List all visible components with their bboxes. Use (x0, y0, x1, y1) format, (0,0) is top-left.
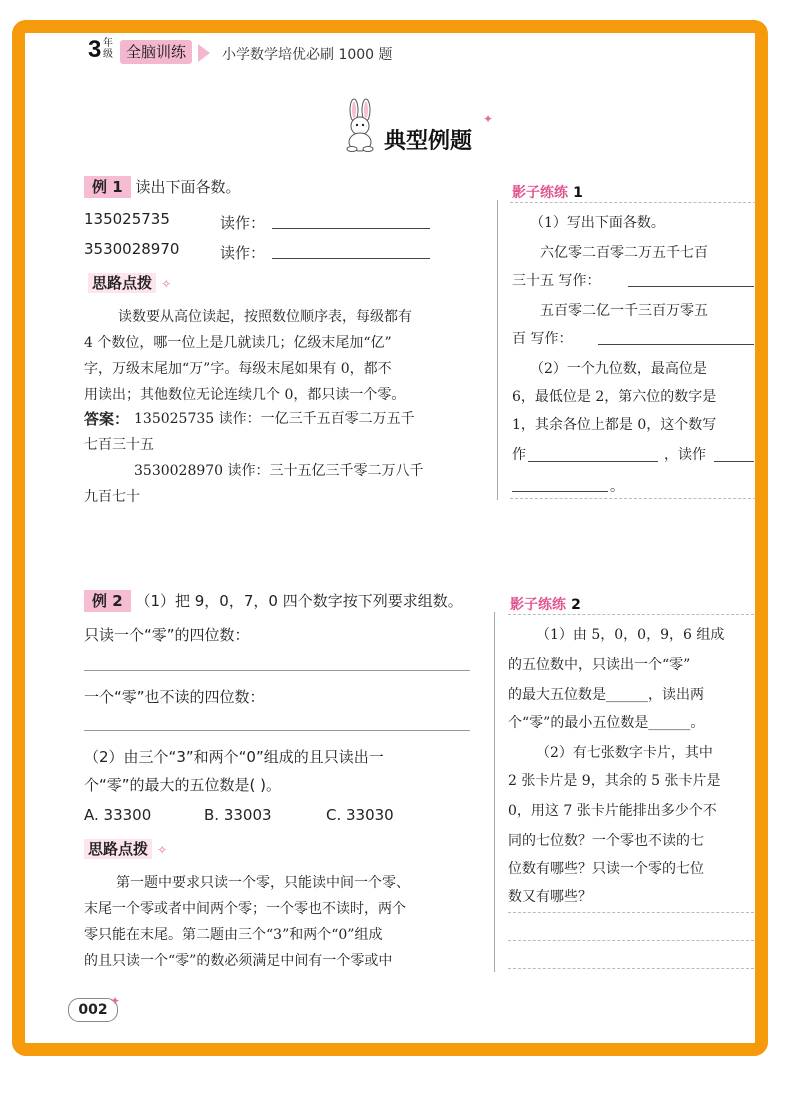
side-divider (494, 612, 495, 972)
answer-blank[interactable] (512, 477, 608, 492)
tips-line: 末尾一个零或者中间两个零；一个零也不读时，两个 (84, 901, 406, 917)
tips-line: 第一题中要求只读一个零，只能读中间一个零、 (116, 875, 410, 891)
sparkle-icon: ✧ (161, 277, 172, 291)
example-2-tag: 例 2 (84, 590, 131, 612)
answer-line-blank[interactable] (84, 670, 470, 671)
side-2-line: 数又有哪些？ (508, 889, 592, 905)
tips-line: 零只能在末尾。第二题由三个“3”和两个“0”组成 (84, 927, 383, 943)
divider-line (510, 202, 756, 203)
side-2-line: 0，用这 7 张卡片能排出多少个不 (508, 803, 717, 819)
side-1-number: 1 (573, 185, 583, 201)
example-1-label-2: 读作： (220, 244, 266, 262)
tips-line: 4 个数位，哪一位上是几就读几；亿级末尾加“亿” (84, 335, 392, 351)
side-2-header (510, 594, 581, 614)
divider-line (510, 498, 756, 499)
series-badge: 全脑训练 (120, 40, 192, 64)
grade-label: 年级 (103, 38, 113, 60)
divider-line (508, 614, 754, 615)
example-2-question-3: （2）由三个“3”和两个“0”组成的且只读出一 (84, 748, 384, 766)
bunny-icon (338, 98, 382, 152)
example-2-prompt: （1）把 9，0，7，0 四个数字按下列要求组数。 (135, 592, 463, 610)
side-1-line: 三十五 写作： (512, 273, 601, 289)
answer-line: 3530028970 读作：三十五亿三千零二万八千 (134, 463, 424, 479)
answer-label: 答案： (84, 410, 130, 428)
side-2-line: （1）由 5，0，0，9，6 组成 (536, 627, 725, 643)
answer-line: 九百七十 (84, 489, 140, 505)
example-1-number-2: 3530028970 (84, 240, 180, 258)
side-1-line: （1）写出下面各数。 (530, 215, 665, 231)
example-2-tips-header (84, 838, 167, 859)
side-2-line: 同的七位数？一个零也不读的七 (508, 833, 704, 849)
side-1-line: （2）一个九位数，最高位是 (530, 361, 707, 377)
side-divider (497, 200, 498, 500)
side-1-line: 六亿零二百零二万五千七百 (540, 245, 708, 261)
answer-blank[interactable] (272, 244, 430, 259)
arrow-icon (198, 44, 210, 62)
side-2-line: 2 张卡片是 9，其余的 5 张卡片是 (508, 773, 721, 789)
side-1-line: ，读作 (664, 447, 706, 463)
sparkle-icon: ✦ (483, 112, 494, 126)
tips-label: 思路点拨 (88, 273, 156, 293)
sparkle-icon: ✦ (110, 994, 121, 1008)
side-1-line: 6，最低位是 2，第六位的数字是 (512, 389, 717, 405)
answer-line-blank[interactable] (508, 968, 754, 969)
example-2-question-2: 一个“零”也不读的四位数： (84, 688, 265, 706)
side-1-header (512, 182, 583, 202)
tips-label: 思路点拨 (84, 839, 152, 859)
answer-blank[interactable] (272, 214, 430, 229)
sparkle-icon: ✧ (157, 843, 168, 857)
section-title: 典型例题 (384, 129, 473, 154)
side-1-line: 百 写作： (512, 331, 573, 347)
example-1-prompt: 读出下面各数。 (135, 178, 241, 196)
answer-line-blank[interactable] (508, 940, 754, 941)
grade-number: 3 (88, 36, 102, 63)
side-1-title: 影子练练 (512, 185, 568, 201)
example-1-number-1: 135025735 (84, 210, 170, 228)
example-1-header (84, 176, 240, 197)
side-2-line: 位数有哪些？只读一个零的七位 (508, 861, 704, 877)
answer-blank[interactable] (714, 447, 754, 462)
example-2-header (84, 590, 463, 611)
example-2-question-3-cont: 个“零”的最大的五位数是( )。 (84, 776, 282, 794)
tips-line: 的且只读一个“零”的数必须满足中间有一个零或中 (84, 953, 393, 969)
option-c[interactable]: C. 33030 (326, 806, 394, 824)
option-b[interactable]: B. 33003 (204, 806, 272, 824)
example-1-tag: 例 1 (84, 176, 131, 198)
tips-line: 字，万级末尾加“万”字。每级末尾如果有 0，都不 (84, 361, 392, 377)
answer-blank[interactable] (628, 272, 754, 287)
answer-blank[interactable] (598, 330, 754, 345)
side-2-line: 的最大五位数是______，读出两 (508, 687, 704, 703)
tips-line: 用读出；其他数位无论连续几个 0，都只读一个零。 (84, 387, 406, 403)
side-1-line: 。 (610, 479, 624, 495)
example-1-tips-header (88, 272, 171, 293)
example-2-question-1: 只读一个“零”的四位数： (84, 626, 250, 644)
side-2-title: 影子练练 (510, 597, 566, 613)
side-2-line: （2）有七张数字卡片，其中 (536, 745, 713, 761)
book-title: 小学数学培优必刷 1000 题 (222, 47, 393, 63)
answer-line: 135025735 读作：一亿三千五百零二万五千 (134, 411, 415, 427)
side-1-line: 五百零二亿一千三百万零五 (540, 303, 708, 319)
side-2-line: 个“零”的最小五位数是______。 (508, 715, 705, 731)
side-2-number: 2 (571, 597, 581, 613)
tips-line: 读数要从高位读起，按照数位顺序表，每级都有 (118, 309, 412, 325)
answer-line-blank[interactable] (84, 730, 470, 731)
side-1-line: 作 (512, 447, 526, 463)
side-2-line: 的五位数中，只读出一个“零” (508, 657, 691, 673)
answer-blank[interactable] (528, 447, 658, 462)
answer-line: 七百三十五 (84, 437, 154, 453)
page-number: 002 (68, 998, 118, 1022)
answer-line-blank[interactable] (508, 912, 754, 913)
side-1-line: 1，其余各位上都是 0，这个数写 (512, 417, 717, 433)
example-1-label-1: 读作： (220, 214, 266, 232)
option-a[interactable]: A. 33300 (84, 806, 152, 824)
